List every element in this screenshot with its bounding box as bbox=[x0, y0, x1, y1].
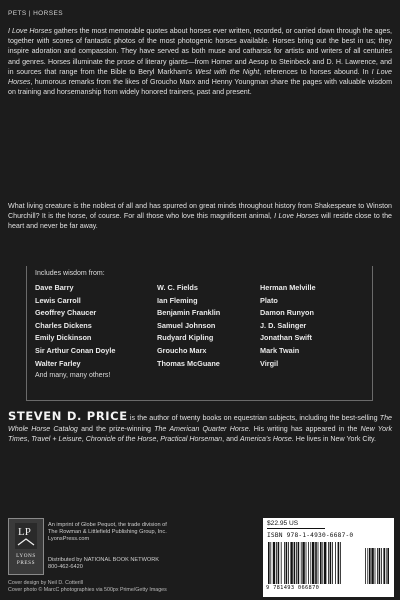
list-item: Geoffrey Chaucer bbox=[35, 308, 97, 318]
list-item: J. D. Salinger bbox=[260, 320, 307, 330]
svg-text:LP: LP bbox=[18, 526, 31, 538]
wisdom-box bbox=[26, 266, 373, 401]
author-bio-text: is the author of twenty books on equestrian subjects, including the best-selling The Whole Horse Catalog and the prize-winning The American Quarter Horse. His writing has appeared in the New York Times, Travel + Leisure, Chronicle of the Horse, Practical Horseman, and America’s Horse. He lives in New York City. bbox=[8, 414, 393, 443]
list-item: Thomas McGuane bbox=[157, 358, 220, 368]
list-item: Distributed by NATIONAL BOOK NETWORK bbox=[48, 557, 159, 563]
description-paragraph-1: I Love Horses gathers the most memorable quotes about horses ever written, recorded, or carried down through the ages, together with scores of fantastic photos of the most photogenic horses available. Horses bring out the best in us; they inspire adoration and compassion. They have served as both muse and catharsis for artists and writers of all centuries and genres. Horses illuminate the prose of literary giants—from Homer and Aesop to Steinbeck and D. H. Lawrence, and in sources that range from the Bible to Beryl Markham’s West with the Night, references to horses abound. In I Love Horses, humorous remarks from the likes of Groucho Marx and Henny Youngman share the pages with valuable wisdom on training and horsemanship from widely honored trainers, past and present. bbox=[8, 27, 393, 97]
logo-text-press: PRESS bbox=[16, 560, 36, 566]
cover-credits bbox=[8, 580, 248, 594]
description-paragraph-2: What living creature is the noblest of all and has spurred on great minds throughout history from Shakespeare to Winston Churchill? It is the horse, of course. For all those who love this magnificent animal, I Love Horses will reside close to the heart and never be far away. bbox=[8, 202, 392, 231]
list-item: W. C. Fields bbox=[157, 283, 198, 292]
logo-text-lyons: LYONS bbox=[16, 553, 36, 559]
distributor-text bbox=[48, 557, 248, 571]
list-item: LyonsPress.com bbox=[48, 536, 90, 543]
list-item: Herman Melville bbox=[260, 283, 316, 292]
list-item: Mark Twain bbox=[260, 345, 300, 355]
list-item: Samuel Johnson bbox=[157, 320, 216, 330]
price-label: $22.95 US bbox=[267, 520, 299, 527]
price-rule bbox=[267, 528, 325, 529]
list-item: The Rowman & Littlefield Publishing Group, Inc. bbox=[48, 529, 167, 536]
list-item: Lewis Carroll bbox=[35, 295, 81, 305]
wisdom-column-3 bbox=[260, 282, 316, 370]
lyons-press-logo-icon bbox=[15, 523, 37, 549]
wisdom-title: Includes wisdom from: bbox=[35, 270, 105, 277]
barcode-box bbox=[263, 518, 394, 597]
list-item: Rudyard Kipling bbox=[157, 333, 214, 343]
wisdom-more: And many, many others! bbox=[35, 372, 111, 379]
wisdom-column-2 bbox=[157, 282, 220, 370]
list-item: An imprint of Globe Pequot, the trade division of bbox=[48, 522, 167, 528]
imprint-text bbox=[48, 522, 248, 544]
wisdom-column-1 bbox=[35, 282, 115, 370]
author-name: STEVEN D. PRICE bbox=[8, 409, 128, 423]
list-item: Benjamin Franklin bbox=[157, 308, 221, 318]
list-item: Groucho Marx bbox=[157, 345, 207, 355]
list-item: Charles Dickens bbox=[35, 320, 92, 330]
list-item: Dave Barry bbox=[35, 283, 74, 292]
publisher-logo bbox=[8, 518, 44, 575]
author-bio bbox=[8, 411, 392, 445]
list-item: Cover photo © MarcC photographies via 500px Prime/Getty Images bbox=[8, 587, 167, 593]
barcode-icon bbox=[267, 542, 390, 584]
list-item: Emily Dickinson bbox=[35, 333, 92, 343]
list-item: 800-462-6420 bbox=[48, 564, 83, 571]
isbn-label: ISBN 978-1-4930-6687-0 bbox=[267, 532, 354, 539]
list-item: Ian Fleming bbox=[157, 295, 198, 305]
list-item: Sir Arthur Conan Doyle bbox=[35, 345, 116, 355]
list-item: Virgil bbox=[260, 358, 279, 368]
list-item: Damon Runyon bbox=[260, 308, 314, 318]
footer bbox=[0, 510, 400, 600]
list-item: Jonathan Swift bbox=[260, 333, 312, 343]
barcode-digits: 9 781493 066870 bbox=[266, 585, 320, 591]
list-item: Walter Farley bbox=[35, 358, 81, 368]
category-label: PETS | HORSES bbox=[8, 10, 63, 17]
list-item: Cover design by Neil D. Cotterill bbox=[8, 580, 84, 586]
list-item: Plato bbox=[260, 295, 278, 305]
